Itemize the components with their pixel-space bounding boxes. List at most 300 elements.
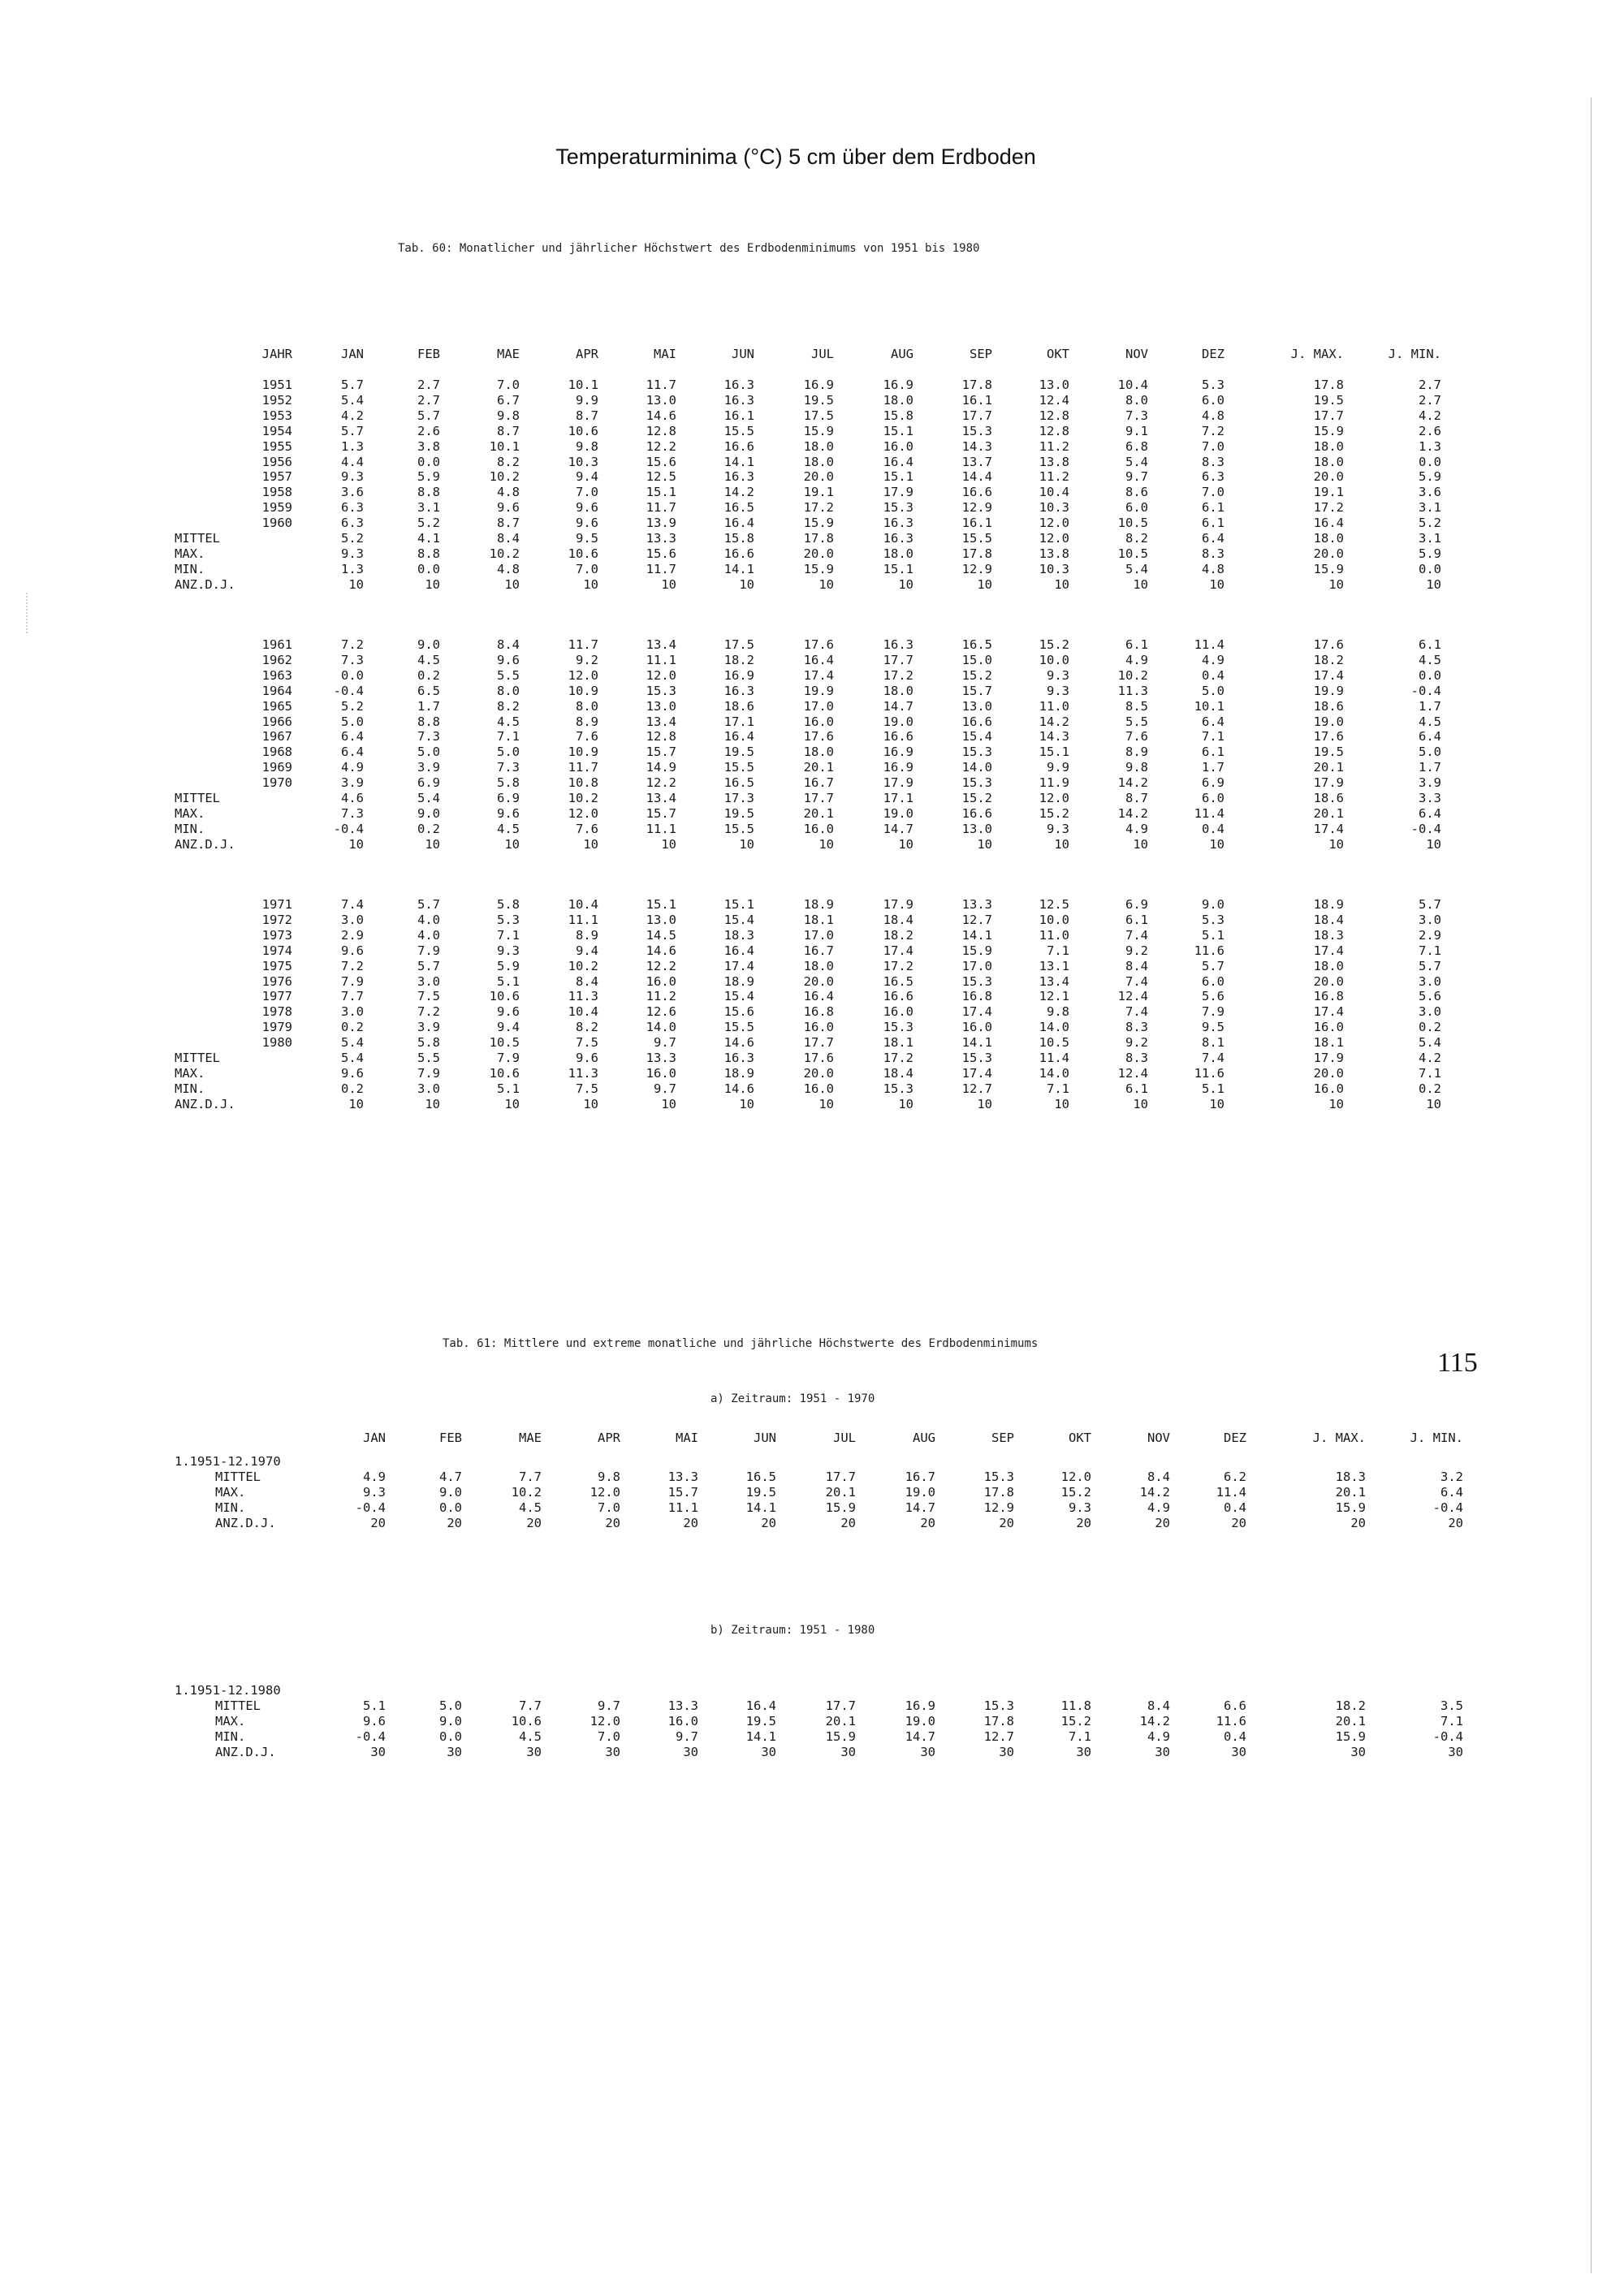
cell: 17.9 xyxy=(883,775,914,791)
cell: 0.0 xyxy=(417,561,440,576)
header-jmax: J. MAX. xyxy=(1312,1431,1366,1445)
cell: 3.1 xyxy=(1419,531,1441,546)
cell: 14.7 xyxy=(905,1728,935,1744)
cell: 5.5 xyxy=(417,1051,440,1065)
cell: 16.5 xyxy=(723,500,754,516)
cell: 7.3 xyxy=(341,652,364,667)
cell: 16.4 xyxy=(723,729,754,744)
cell: 10 xyxy=(818,576,834,592)
cell: 30 xyxy=(605,1744,620,1759)
cell: 17.4 xyxy=(723,958,754,973)
cell: 7.7 xyxy=(519,1469,542,1484)
cell: 8.0 xyxy=(1125,392,1148,408)
cell: 16.6 xyxy=(961,485,992,500)
cell: 15.8 xyxy=(883,408,914,423)
cell: 7.5 xyxy=(576,1035,598,1051)
cell: 14.0 xyxy=(1039,1065,1069,1081)
cell: 4.8 xyxy=(1202,408,1224,423)
cell: 6.1 xyxy=(1125,912,1148,927)
cell: 16.9 xyxy=(883,760,914,775)
cell: 10.3 xyxy=(1039,561,1069,576)
cell: 14.1 xyxy=(745,1728,776,1744)
cell: 15.1 xyxy=(883,561,914,576)
year-label: 1956 xyxy=(261,454,292,469)
cell: 16.4 xyxy=(723,943,754,958)
cell: 5.1 xyxy=(363,1698,386,1713)
cell: 9.7 xyxy=(654,1035,676,1051)
cell: 16.3 xyxy=(723,683,754,698)
cell: 5.2 xyxy=(341,698,364,714)
cell: 3.6 xyxy=(341,485,364,500)
summary-row xyxy=(0,1066,1543,1081)
cell: 4.5 xyxy=(1419,652,1441,667)
cell: 1.7 xyxy=(1202,760,1224,775)
cell: 7.0 xyxy=(576,485,598,500)
summary-row xyxy=(0,837,1543,852)
cell: 15.2 xyxy=(961,791,992,805)
cell: 10.2 xyxy=(1117,667,1148,683)
cell: 15.9 xyxy=(803,516,834,531)
cell: 16.0 xyxy=(667,1713,698,1728)
cell: 8.2 xyxy=(1125,531,1148,546)
cell: 15.6 xyxy=(646,546,676,561)
cell: 4.5 xyxy=(519,1728,542,1744)
cell: 12.2 xyxy=(646,438,676,454)
cell: 12.1 xyxy=(1039,989,1069,1004)
cell: 13.8 xyxy=(1039,546,1069,561)
cell: 7.0 xyxy=(497,378,520,392)
cell: 4.9 xyxy=(1202,652,1224,667)
cell: 4.4 xyxy=(341,454,364,469)
cell: 15.1 xyxy=(883,469,914,485)
cell: 20 xyxy=(840,1515,856,1530)
cell: 5.3 xyxy=(497,912,520,927)
cell: 6.1 xyxy=(1125,637,1148,652)
header-mae: MAE xyxy=(497,347,520,361)
cell: 16.3 xyxy=(883,516,914,531)
table-row xyxy=(0,637,1543,652)
cell: 15.9 xyxy=(803,561,834,576)
cell: 9.3 xyxy=(341,546,364,561)
cell: 8.4 xyxy=(1125,958,1148,973)
table-row xyxy=(0,516,1543,530)
cell: 10 xyxy=(1054,1096,1069,1111)
cell: 2.7 xyxy=(1419,378,1441,392)
cell: 19.1 xyxy=(1313,485,1344,500)
row-label: MAX. xyxy=(175,546,205,561)
cell: 18.2 xyxy=(1335,1698,1366,1713)
cell: 10 xyxy=(1426,836,1441,852)
cell: 9.1 xyxy=(1125,423,1148,438)
cell: 14.2 xyxy=(1139,1713,1170,1728)
cell: 8.9 xyxy=(576,927,598,943)
cell: 19.1 xyxy=(803,485,834,500)
cell: 9.6 xyxy=(341,943,364,958)
cell: 15.7 xyxy=(646,805,676,821)
summary-row xyxy=(0,1729,1543,1744)
cell: 6.1 xyxy=(1202,500,1224,516)
cell: 15.2 xyxy=(961,667,992,683)
cell: 20.0 xyxy=(803,546,834,561)
year-label: 1959 xyxy=(261,500,292,516)
cell: 15.5 xyxy=(723,760,754,775)
cell: 9.6 xyxy=(341,1065,364,1081)
cell: 6.1 xyxy=(1419,637,1441,652)
cell: 13.7 xyxy=(961,454,992,469)
cell: 16.6 xyxy=(723,546,754,561)
cell: 11.6 xyxy=(1216,1713,1246,1728)
cell: 6.0 xyxy=(1125,500,1148,516)
cell: 12.0 xyxy=(568,805,598,821)
row-label: ANZ.D.J. xyxy=(175,1096,235,1111)
cell: 14.7 xyxy=(883,698,914,714)
cell: 11.6 xyxy=(1194,943,1224,958)
cell: 8.4 xyxy=(1147,1469,1170,1484)
year-label: 1973 xyxy=(261,927,292,943)
cell: 18.9 xyxy=(723,1065,754,1081)
cell: 10 xyxy=(977,836,992,852)
cell: 6.4 xyxy=(1419,805,1441,821)
cell: 10.5 xyxy=(1117,546,1148,561)
cell: 10 xyxy=(1328,836,1344,852)
cell: 3.0 xyxy=(417,1081,440,1096)
header-dez: DEZ xyxy=(1224,1431,1246,1445)
cell: 10 xyxy=(1426,576,1441,592)
cell: 4.1 xyxy=(417,531,440,546)
cell: -0.4 xyxy=(1410,683,1441,698)
cell: 7.9 xyxy=(417,1065,440,1081)
cell: 1.7 xyxy=(1419,760,1441,775)
cell: 9.3 xyxy=(363,1484,386,1500)
summary-row xyxy=(0,1698,1543,1713)
cell: 0.2 xyxy=(341,1081,364,1096)
cell: 14.6 xyxy=(646,943,676,958)
cell: 9.2 xyxy=(576,652,598,667)
cell: 16.0 xyxy=(803,1081,834,1096)
cell: 7.7 xyxy=(519,1698,542,1713)
cell: 7.2 xyxy=(417,1004,440,1020)
cell: 16.0 xyxy=(883,1004,914,1020)
cell: 16.0 xyxy=(1313,1020,1344,1035)
summary-row xyxy=(0,1714,1543,1728)
cell: 15.1 xyxy=(1039,744,1069,760)
cell: 17.6 xyxy=(803,637,834,652)
cell: 11.9 xyxy=(1039,775,1069,791)
cell: 16.6 xyxy=(723,438,754,454)
tab61b-heading: b) Zeitraum: 1951 - 1980 xyxy=(710,1624,875,1637)
cell: 0.0 xyxy=(439,1500,462,1515)
cell: 11.3 xyxy=(568,1065,598,1081)
cell: 18.0 xyxy=(883,392,914,408)
cell: 5.0 xyxy=(417,744,440,760)
cell: 15.3 xyxy=(883,1081,914,1096)
cell: 11.7 xyxy=(646,378,676,392)
cell: 18.6 xyxy=(723,698,754,714)
cell: 30 xyxy=(920,1744,935,1759)
cell: 13.3 xyxy=(667,1469,698,1484)
tab61-header-row xyxy=(0,1431,1543,1445)
cell: 14.3 xyxy=(961,438,992,454)
cell: 18.6 xyxy=(1313,791,1344,805)
cell: 3.0 xyxy=(1419,912,1441,927)
cell: 7.0 xyxy=(1202,485,1224,500)
cell: 14.2 xyxy=(1117,775,1148,791)
cell: 15.2 xyxy=(1060,1713,1091,1728)
cell: 15.2 xyxy=(1039,805,1069,821)
summary-row xyxy=(0,1745,1543,1759)
cell: 15.4 xyxy=(723,989,754,1004)
cell: 9.7 xyxy=(598,1698,620,1713)
cell: 3.9 xyxy=(1419,775,1441,791)
cell: 13.4 xyxy=(646,791,676,805)
cell: 7.6 xyxy=(576,821,598,836)
cell: 8.3 xyxy=(1125,1020,1148,1035)
header-nov: NOV xyxy=(1125,347,1148,361)
cell: 15.2 xyxy=(1039,637,1069,652)
scan-mark xyxy=(26,593,29,633)
year-label: 1966 xyxy=(261,714,292,729)
cell: 14.6 xyxy=(646,408,676,423)
cell: 16.4 xyxy=(803,652,834,667)
cell: 5.7 xyxy=(341,378,364,392)
cell: 2.6 xyxy=(1419,423,1441,438)
cell: 6.4 xyxy=(341,729,364,744)
cell: 10 xyxy=(1209,836,1224,852)
cell: 2.7 xyxy=(417,392,440,408)
row-label: MITTEL xyxy=(175,531,220,546)
cell: 9.0 xyxy=(417,637,440,652)
cell: 10.2 xyxy=(489,469,520,485)
cell: 3.5 xyxy=(1440,1698,1463,1713)
cell: 18.9 xyxy=(803,897,834,912)
cell: 4.9 xyxy=(341,760,364,775)
cell: 10 xyxy=(504,1096,520,1111)
cell: 5.1 xyxy=(497,1081,520,1096)
cell: 3.0 xyxy=(341,912,364,927)
cell: 10 xyxy=(898,576,914,592)
cell: 17.5 xyxy=(723,637,754,652)
cell: 7.3 xyxy=(341,805,364,821)
header-okt: OKT xyxy=(1047,347,1069,361)
table-row xyxy=(0,959,1543,973)
cell: 10 xyxy=(425,1096,440,1111)
cell: 20.1 xyxy=(803,760,834,775)
table-row xyxy=(0,1020,1543,1034)
cell: 17.4 xyxy=(883,943,914,958)
cell: 5.0 xyxy=(497,744,520,760)
cell: 19.0 xyxy=(883,805,914,821)
cell: 13.1 xyxy=(1039,958,1069,973)
cell: 18.3 xyxy=(1313,927,1344,943)
cell: 11.2 xyxy=(1039,469,1069,485)
row-label: ANZ.D.J. xyxy=(215,1515,276,1530)
cell: 16.3 xyxy=(723,469,754,485)
cell: 18.3 xyxy=(1335,1469,1366,1484)
cell: 14.9 xyxy=(646,760,676,775)
cell: 16.7 xyxy=(803,775,834,791)
cell: 0.4 xyxy=(1202,667,1224,683)
cell: 5.9 xyxy=(417,469,440,485)
cell: 17.1 xyxy=(723,714,754,729)
cell: 3.0 xyxy=(341,1004,364,1020)
cell: 30 xyxy=(1448,1744,1463,1759)
cell: 5.8 xyxy=(497,897,520,912)
cell: 0.2 xyxy=(417,667,440,683)
cell: 7.3 xyxy=(1125,408,1148,423)
cell: 8.1 xyxy=(1202,1035,1224,1051)
row-label: MAX. xyxy=(175,805,205,821)
cell: 3.9 xyxy=(417,1020,440,1035)
header-apr: APR xyxy=(598,1431,620,1445)
cell: 16.9 xyxy=(803,378,834,392)
year-label: 1969 xyxy=(261,760,292,775)
cell: 18.2 xyxy=(1313,652,1344,667)
year-label: 1958 xyxy=(261,485,292,500)
row-label: MITTEL xyxy=(215,1469,261,1484)
period-text: 1.1951-12.1980 xyxy=(175,1683,281,1698)
summary-row xyxy=(0,1097,1543,1111)
cell: 4.5 xyxy=(519,1500,542,1515)
cell: 14.1 xyxy=(745,1500,776,1515)
cell: 20 xyxy=(761,1515,776,1530)
cell: 20.0 xyxy=(1313,1065,1344,1081)
cell: 8.8 xyxy=(417,714,440,729)
cell: 13.3 xyxy=(646,1051,676,1065)
cell: 15.4 xyxy=(961,729,992,744)
cell: 15.3 xyxy=(961,1051,992,1065)
cell: 16.9 xyxy=(723,667,754,683)
row-label: MIN. xyxy=(215,1500,246,1515)
cell: 9.7 xyxy=(676,1728,698,1744)
cell: 8.5 xyxy=(1125,698,1148,714)
cell: 7.4 xyxy=(1125,973,1148,989)
cell: 5.0 xyxy=(341,714,364,729)
cell: 11.2 xyxy=(646,989,676,1004)
cell: 11.3 xyxy=(1117,683,1148,698)
cell: 10 xyxy=(1426,1096,1441,1111)
cell: 10 xyxy=(1133,836,1148,852)
cell: 7.1 xyxy=(1047,943,1069,958)
cell: 5.2 xyxy=(1419,516,1441,531)
cell: 18.4 xyxy=(1313,912,1344,927)
header-jan: JAN xyxy=(341,347,364,361)
cell: 4.7 xyxy=(439,1469,462,1484)
row-label: ANZ.D.J. xyxy=(175,576,235,592)
cell: 7.0 xyxy=(598,1728,620,1744)
cell: 19.0 xyxy=(905,1484,935,1500)
cell: 10 xyxy=(583,836,598,852)
cell: 19.5 xyxy=(803,392,834,408)
cell: 17.2 xyxy=(803,500,834,516)
cell: 12.0 xyxy=(646,667,676,683)
header-jun: JUN xyxy=(754,1431,776,1445)
cell: 20.1 xyxy=(825,1484,856,1500)
cell: 9.9 xyxy=(1047,760,1069,775)
cell: 9.3 xyxy=(1047,821,1069,836)
cell: 18.0 xyxy=(1313,438,1344,454)
cell: 0.2 xyxy=(341,1020,364,1035)
cell: 11.1 xyxy=(646,652,676,667)
cell: 17.4 xyxy=(1313,1004,1344,1020)
cell: 9.4 xyxy=(497,1020,520,1035)
cell: 0.2 xyxy=(417,821,440,836)
cell: 8.7 xyxy=(497,516,520,531)
cell: 15.5 xyxy=(723,1020,754,1035)
cell: 9.6 xyxy=(497,1004,520,1020)
cell: 20.0 xyxy=(803,973,834,989)
cell: 20 xyxy=(1155,1515,1170,1530)
cell: 0.4 xyxy=(1224,1500,1246,1515)
cell: 14.0 xyxy=(961,760,992,775)
table-row xyxy=(0,775,1543,790)
cell: 10.0 xyxy=(1039,652,1069,667)
cell: 15.3 xyxy=(961,973,992,989)
cell: 10 xyxy=(818,1096,834,1111)
summary-row xyxy=(0,791,1543,805)
cell: 9.6 xyxy=(576,500,598,516)
cell: 6.5 xyxy=(417,683,440,698)
cell: 8.0 xyxy=(497,683,520,698)
cell: 9.7 xyxy=(654,1081,676,1096)
cell: 11.6 xyxy=(1194,1065,1224,1081)
year-label: 1977 xyxy=(261,989,292,1004)
cell: 17.7 xyxy=(825,1698,856,1713)
cell: 5.7 xyxy=(417,408,440,423)
cell: 20 xyxy=(683,1515,698,1530)
header-mae: MAE xyxy=(519,1431,542,1445)
cell: 6.9 xyxy=(417,775,440,791)
cell: 18.1 xyxy=(1313,1035,1344,1051)
cell: 15.6 xyxy=(646,454,676,469)
cell: 13.3 xyxy=(667,1698,698,1713)
cell: 7.1 xyxy=(497,729,520,744)
cell: 17.8 xyxy=(983,1484,1014,1500)
tab61-caption: Tab. 61: Mittlere und extreme monatliche und jährliche Höchstwerte des Erdbodenminimums xyxy=(443,1337,1039,1350)
row-label: ANZ.D.J. xyxy=(175,836,235,852)
table-row xyxy=(0,714,1543,729)
row-label: ANZ.D.J. xyxy=(215,1744,276,1759)
cell: 10.4 xyxy=(1117,378,1148,392)
cell: 4.2 xyxy=(1419,1051,1441,1065)
cell: 19.0 xyxy=(1313,714,1344,729)
cell: 11.0 xyxy=(1039,698,1069,714)
cell: 5.9 xyxy=(1419,546,1441,561)
table-row xyxy=(0,989,1543,1003)
year-label: 1954 xyxy=(261,423,292,438)
cell: 12.0 xyxy=(590,1713,620,1728)
cell: 18.0 xyxy=(1313,454,1344,469)
cell: 6.1 xyxy=(1202,744,1224,760)
cell: 11.1 xyxy=(646,821,676,836)
table-row xyxy=(0,913,1543,927)
header-feb: FEB xyxy=(439,1431,462,1445)
cell: 19.5 xyxy=(745,1713,776,1728)
cell: 19.5 xyxy=(745,1484,776,1500)
cell: 7.9 xyxy=(497,1051,520,1065)
cell: 6.0 xyxy=(1202,791,1224,805)
cell: 15.3 xyxy=(883,1020,914,1035)
cell: 10 xyxy=(348,836,364,852)
cell: 16.0 xyxy=(961,1020,992,1035)
cell: 9.6 xyxy=(576,1051,598,1065)
cell: 15.9 xyxy=(825,1728,856,1744)
cell: 17.2 xyxy=(883,667,914,683)
cell: 13.0 xyxy=(646,912,676,927)
cell: 7.9 xyxy=(417,943,440,958)
cell: 9.3 xyxy=(1069,1500,1091,1515)
cell: 17.5 xyxy=(803,408,834,423)
cell: 2.6 xyxy=(417,423,440,438)
